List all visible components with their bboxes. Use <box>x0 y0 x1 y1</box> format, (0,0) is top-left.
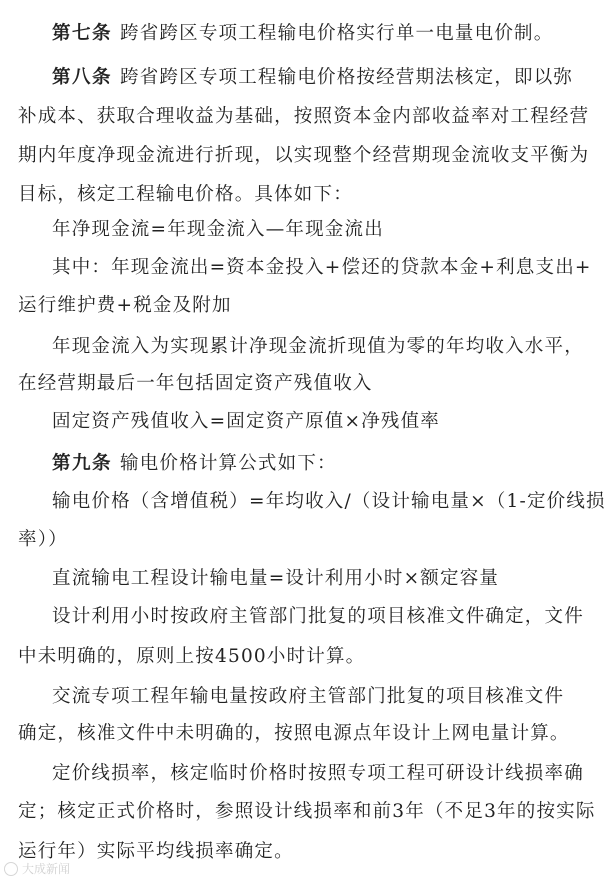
watermark <box>4 860 70 877</box>
article-9-paragraph <box>52 452 593 476</box>
cash-outflow-line-1: 其中：年现金流出=资本金投入+偿还的贷款本金+利息支出+ <box>52 257 592 278</box>
ac-energy-line-1: 交流专项工程年输电量按政府主管部门批复的项目核准文件 <box>52 686 565 707</box>
design-hours-line-2: 中未明确的，原则上按4500小时计算。 <box>18 646 366 667</box>
price-formula-line-1: 输电价格（含增值税）=年均收入/（设计输电量×（1-定价线损 <box>52 491 606 512</box>
article-8-text-line-3: 期内年度净现金流进行折现，以实现整个经营期现金流收支平衡为 <box>18 145 590 166</box>
article-8-text-line-4: 目标，核定工程输电价格。具体如下： <box>18 184 353 205</box>
article-7-text: 跨省跨区专项工程输电价格实行单一电量电价制。 <box>120 23 554 44</box>
article-7-paragraph <box>52 22 593 46</box>
article-8-text-line-2: 补成本、获取合理收益为基础，按照资本金内部收益率对工程经营 <box>18 106 590 127</box>
cash-inflow-line-1: 年现金流入为实现累计净现金流折现值为零的年均收入水平， <box>52 336 584 357</box>
article-8-label: 第八条 <box>52 67 113 88</box>
cash-outflow-line-2: 运行维护费+税金及附加 <box>18 295 232 316</box>
line-loss-line-1: 定价线损率，核定临时价格时按照专项工程可研设计线损率确 <box>52 763 584 784</box>
logo-circle-icon <box>4 862 18 876</box>
article-8-text-line-1: 跨省跨区专项工程输电价格按经营期法核定，即以弥 <box>120 67 574 88</box>
net-cash-flow-formula: 年净现金流=年现金流入—年现金流出 <box>52 219 384 240</box>
article-9-text: 输电价格计算公式如下： <box>120 453 337 474</box>
article-8-paragraph-line-1 <box>52 66 593 90</box>
article-7-label: 第七条 <box>52 23 113 44</box>
dc-energy-formula: 直流输电工程设计输电量=设计利用小时×额定容量 <box>52 568 500 589</box>
residual-value-formula: 固定资产残值收入=固定资产原值×净残值率 <box>52 411 441 432</box>
ac-energy-line-2: 确定，核准文件中未明确的，按照电源点年设计上网电量计算。 <box>18 723 570 744</box>
design-hours-line-1: 设计利用小时按政府主管部门批复的项目核准文件确定，文件 <box>52 606 584 627</box>
line-loss-line-3: 运行年）实际平均线损率确定。 <box>18 841 294 862</box>
cash-inflow-line-2: 在经营期最后一年包括固定资产残值收入 <box>18 373 373 394</box>
price-formula-line-2: 率）） <box>18 529 68 550</box>
line-loss-line-2: 定；核定正式价格时，参照设计线损率和前3年（不足3年的按实际 <box>18 801 596 822</box>
article-9-label: 第九条 <box>52 453 113 474</box>
watermark-text: 大成新闻 <box>22 862 71 876</box>
